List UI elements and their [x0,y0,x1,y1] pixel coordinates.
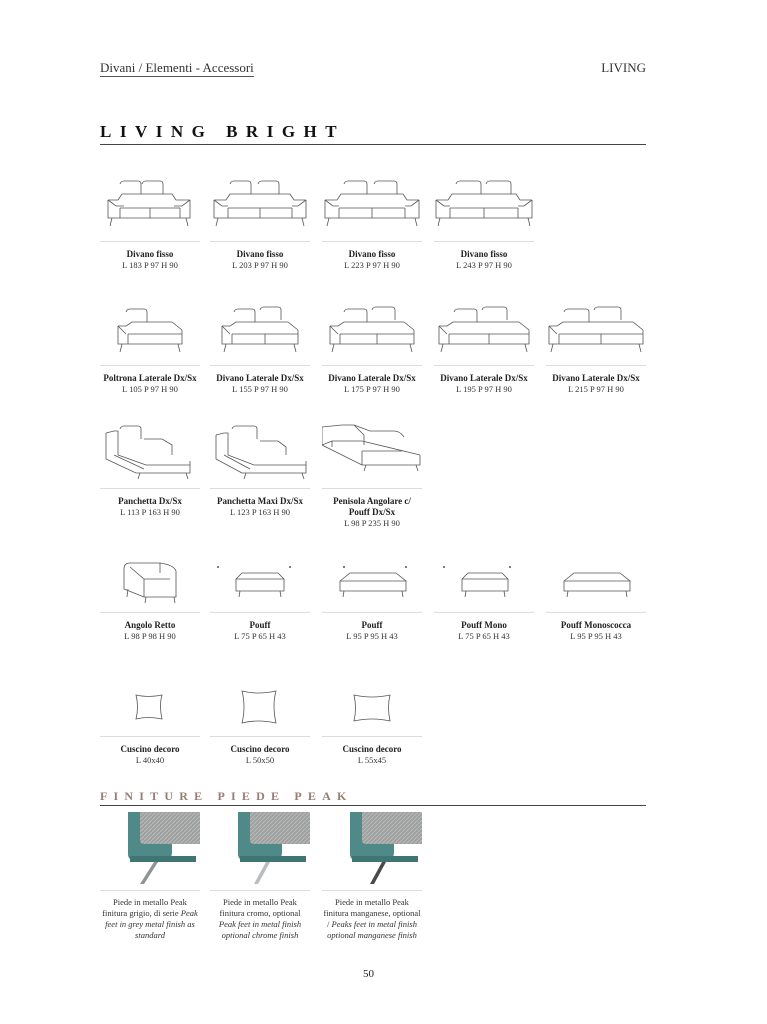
product-name: Divano Laterale Dx/Sx [328,373,416,383]
pouf-large-icon [322,549,422,609]
product-item [100,302,200,395]
product-name: Divano Laterale Dx/Sx [216,373,304,383]
product-dimensions: L 183 P 97 H 90 [122,260,178,270]
cushion-icon [100,673,200,733]
product-name: Divano fisso [126,249,174,259]
armchair-side-icon [100,302,200,362]
product-name: Divano fisso [348,249,396,259]
product-name: Cuscino decoro [230,744,290,754]
header-section-label: Divani / Elementi - Accessori [100,60,254,75]
product-dimensions: L 215 P 97 H 90 [568,384,624,394]
product-name: Cuscino decoro [120,744,180,754]
cushion-icon [322,673,422,733]
product-item [210,302,310,395]
product-name: Pouff [249,620,271,630]
leg-icon [370,862,386,884]
leg-icon [254,862,270,884]
product-name: Divano Laterale Dx/Sx [440,373,528,383]
product-dimensions: L 98 P 98 H 90 [124,631,176,641]
product-name: Panchetta Maxi Dx/Sx [217,496,303,506]
product-dimensions: L 98 P 235 H 90 [344,518,400,528]
product-item [100,673,200,766]
product-item [434,178,534,271]
product-name: Divano fisso [460,249,508,259]
product-dimensions: L 155 P 97 H 90 [232,384,288,394]
leg-finish-photo [210,812,310,886]
product-dimensions: L 50x50 [245,755,275,765]
product-item [210,178,310,271]
product-dimensions: L 243 P 97 H 90 [456,260,512,270]
finish-item [210,812,310,941]
pouf-large-icon [546,549,646,609]
chaise-icon [100,421,200,485]
page-title: LIVING BRIGHT [100,122,346,141]
corner-seat-icon [100,549,200,609]
product-item [546,549,646,642]
product-dimensions: L 223 P 97 H 90 [344,260,400,270]
finish-item [100,812,200,941]
sofa-side-icon [210,302,310,362]
product-dimensions: L 75 P 65 H 43 [458,631,510,641]
product-name: Pouff [361,620,383,630]
product-dimensions: L 95 P 95 H 43 [346,631,398,641]
finishes-section-title: FINITURE PIEDE PEAK [100,789,353,803]
finish-item [322,812,422,941]
product-item [100,421,200,518]
sofa-2-seat-icon [322,178,422,238]
product-dimensions: L 113 P 163 H 90 [120,507,180,517]
product-dimensions: L 175 P 97 H 90 [344,384,400,394]
product-dimensions: L 123 P 163 H 90 [229,507,291,517]
product-dimensions: L 203 P 97 H 90 [232,260,288,270]
leg-finish-photo [100,812,200,886]
product-dimensions: L 55x45 [357,755,387,765]
product-item [210,421,310,518]
product-item [322,421,422,529]
product-item [210,549,310,642]
product-name: Divano Laterale Dx/Sx [552,373,640,383]
product-item [210,673,310,766]
page-number: 50 [363,968,374,980]
product-name: Cuscino decoro [342,744,402,754]
pouf-icon [434,549,534,609]
product-name: Pouff Monoscocca [560,620,632,630]
product-item [322,673,422,766]
product-dimensions: L 105 P 97 H 90 [122,384,178,394]
header-brand: LIVING [601,60,646,75]
product-item [100,549,200,642]
product-name: Penisola Angolare c/ Pouff Dx/Sx [333,496,411,517]
sofa-2-seat-icon [434,178,534,238]
product-dimensions: L 95 P 95 H 43 [570,631,622,641]
product-name: Poltrona Laterale Dx/Sx [103,373,197,383]
finish-caption: Piede in metallo Peak finitura cromo, optional Peak feet in metal finish optional chrome finish [218,897,302,940]
sofa-side-icon [546,302,646,362]
pouf-icon [210,549,310,609]
finishes-divider [100,805,646,806]
sofa-2-seat-icon [210,178,310,238]
product-dimensions: L 75 P 65 H 43 [234,631,286,641]
product-name: Panchetta Dx/Sx [118,496,182,506]
product-item [322,178,422,271]
title-divider [100,144,646,145]
product-item [322,302,422,395]
product-item [100,178,200,271]
product-name: Pouff Mono [461,620,507,630]
leg-finish-photo [322,812,422,886]
product-name: Angolo Retto [124,620,176,630]
product-item [322,549,422,642]
product-item [434,549,534,642]
finish-caption: Piede in metallo Peak finitura grigio, di serie Peak feet in grey metal finish as standard [102,897,198,940]
sofa-2-seat-icon [100,178,200,238]
cushion-icon [210,673,310,733]
chaise-maxi-icon [210,421,310,485]
product-item [434,302,534,395]
sofa-side-icon [322,302,422,362]
sofa-side-icon [434,302,534,362]
product-name: Divano fisso [236,249,284,259]
product-dimensions: L 40x40 [135,755,165,765]
corner-peninsula-icon [322,421,422,485]
product-dimensions: L 195 P 97 H 90 [456,384,512,394]
finish-caption: Piede in metallo Peak finitura manganese, optional / Peaks feet in metal finish optional manganese finish [323,897,421,940]
product-item [546,302,646,395]
